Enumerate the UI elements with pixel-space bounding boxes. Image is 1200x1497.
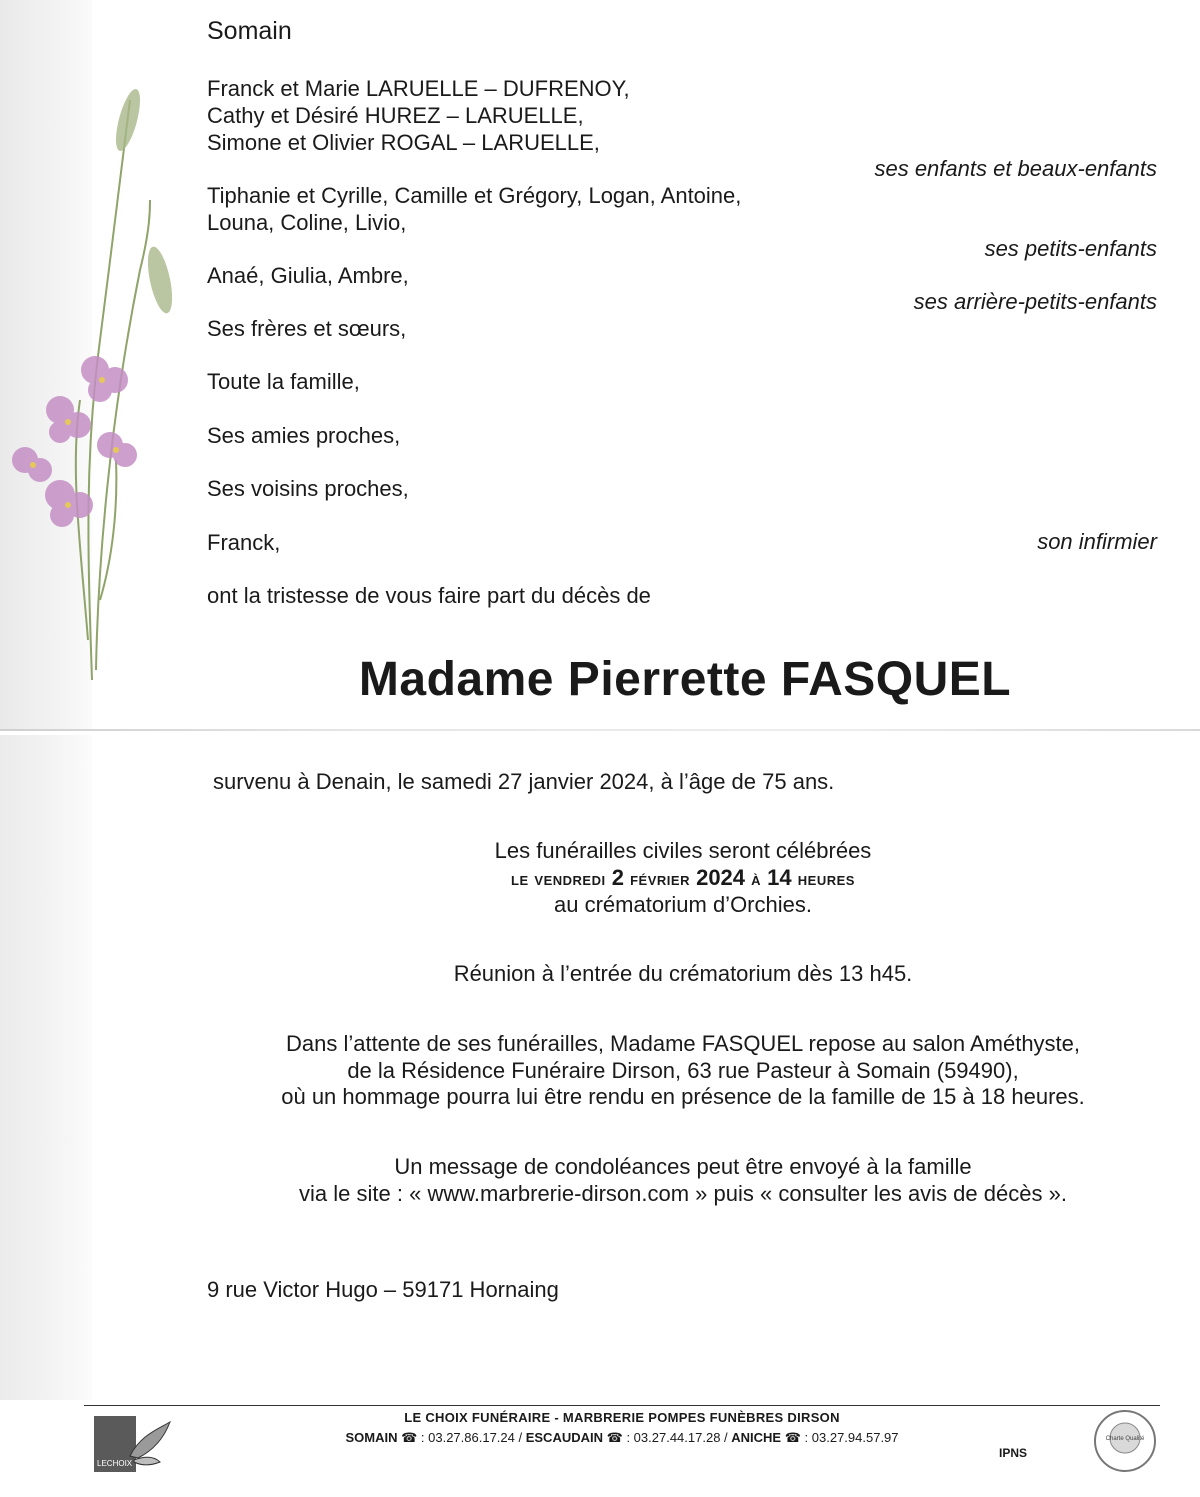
funeral-date-p4: heures bbox=[797, 869, 855, 890]
seal-text: Charte Qualité bbox=[1105, 1436, 1145, 1442]
escaudain-label: ESCAUDAIN bbox=[525, 1430, 604, 1445]
nurse-name: Franck, bbox=[207, 530, 281, 555]
neighbours: Ses voisins proches, bbox=[207, 476, 409, 501]
funeral-date-month: février bbox=[630, 869, 690, 890]
funeral-date-p3: à bbox=[751, 869, 762, 890]
phone-icon: ☎ bbox=[606, 1430, 623, 1445]
condolence-line-2: via le site : « www.marbrerie-dirson.com » puis « consulter les avis de décès ». bbox=[299, 1181, 1067, 1206]
grandchildren-line-1: Tiphanie et Cyrille, Camille et Grégory, Logan, Antoine, bbox=[207, 183, 742, 208]
funeral-line-3: au crématorium d’Orchies. bbox=[554, 892, 812, 917]
children-role: ses enfants et beaux-enfants bbox=[874, 156, 1157, 181]
phone-icon: ☎ bbox=[401, 1430, 418, 1445]
death-details: survenu à Denain, le samedi 27 janvier 2024, à l’âge de 75 ans. bbox=[213, 769, 835, 794]
company-name: LE CHOIX FUNÉRAIRE - MARBRERIE POMPES FUNÈBRES DIRSON bbox=[404, 1410, 840, 1425]
funeral-date bbox=[0, 864, 1200, 893]
somain-label: SOMAIN bbox=[345, 1430, 398, 1445]
le-choix-logo-text: LECHOIX bbox=[97, 1459, 133, 1468]
close-friends: Ses amies proches, bbox=[207, 423, 401, 448]
funeral-date-hour: 14 bbox=[767, 865, 792, 890]
somain-phone: : 03.27.86.17.24 / bbox=[417, 1430, 526, 1445]
condolence-line-1: Un message de condoléances peut être envoyé à la famille bbox=[394, 1154, 972, 1179]
announcement: ont la tristesse de vous faire part du décès de bbox=[207, 583, 651, 608]
aniche-phone: : 03.27.94.57.97 bbox=[800, 1430, 899, 1445]
funeral-date-day: 2 bbox=[611, 865, 624, 890]
footer-divider bbox=[84, 1405, 1160, 1406]
phone-icon: ☎ bbox=[784, 1430, 801, 1445]
great-grandchildren-role: ses arrière-petits-enfants bbox=[913, 289, 1157, 314]
whole-family: Toute la famille, bbox=[207, 369, 360, 394]
escaudain-phone: : 03.27.44.17.28 / bbox=[622, 1430, 732, 1445]
grandchildren-role: ses petits-enfants bbox=[984, 236, 1157, 261]
rest-line-3: où un hommage pourra lui être rendu en présence de la famille de 15 à 18 heures. bbox=[281, 1084, 1085, 1109]
siblings: Ses frères et sœurs, bbox=[207, 316, 407, 341]
rest-line-1: Dans l’attente de ses funérailles, Madame FASQUEL repose au salon Améthyste, bbox=[285, 1031, 1081, 1056]
children-line-2: Cathy et Désiré HUREZ – LARUELLE, bbox=[207, 103, 584, 128]
funeral-line-1: Les funérailles civiles seront célébrées bbox=[494, 838, 872, 863]
nurse-role: son infirmier bbox=[1037, 529, 1157, 554]
rest-line-2: de la Résidence Funéraire Dirson, 63 rue Pasteur à Somain (59490), bbox=[347, 1058, 1019, 1083]
printer-mention: IPNS bbox=[999, 1446, 1028, 1460]
aniche-label: ANICHE bbox=[731, 1430, 782, 1445]
flower-illustration bbox=[0, 40, 200, 680]
family-address: 9 rue Victor Hugo – 59171 Hornaing bbox=[207, 1277, 559, 1302]
town-heading: Somain bbox=[207, 17, 292, 45]
fold-line bbox=[0, 729, 1200, 731]
company-phones bbox=[0, 1430, 1200, 1446]
children-line-3: Simone et Olivier ROGAL – LARUELLE, bbox=[207, 130, 600, 155]
great-grandchildren: Anaé, Giulia, Ambre, bbox=[207, 263, 409, 288]
quality-charter-seal bbox=[1092, 1408, 1158, 1474]
meeting-info: Réunion à l’entrée du crématorium dès 13 h45. bbox=[453, 961, 913, 986]
grandchildren-line-2: Louna, Coline, Livio, bbox=[207, 210, 407, 235]
children-line-1: Franck et Marie LARUELLE – DUFRENOY, bbox=[207, 76, 630, 101]
funeral-date-year: 2024 bbox=[696, 865, 746, 890]
funeral-date-p1: le vendredi bbox=[511, 869, 606, 890]
deceased-name: Madame Pierrette FASQUEL bbox=[358, 653, 1012, 706]
